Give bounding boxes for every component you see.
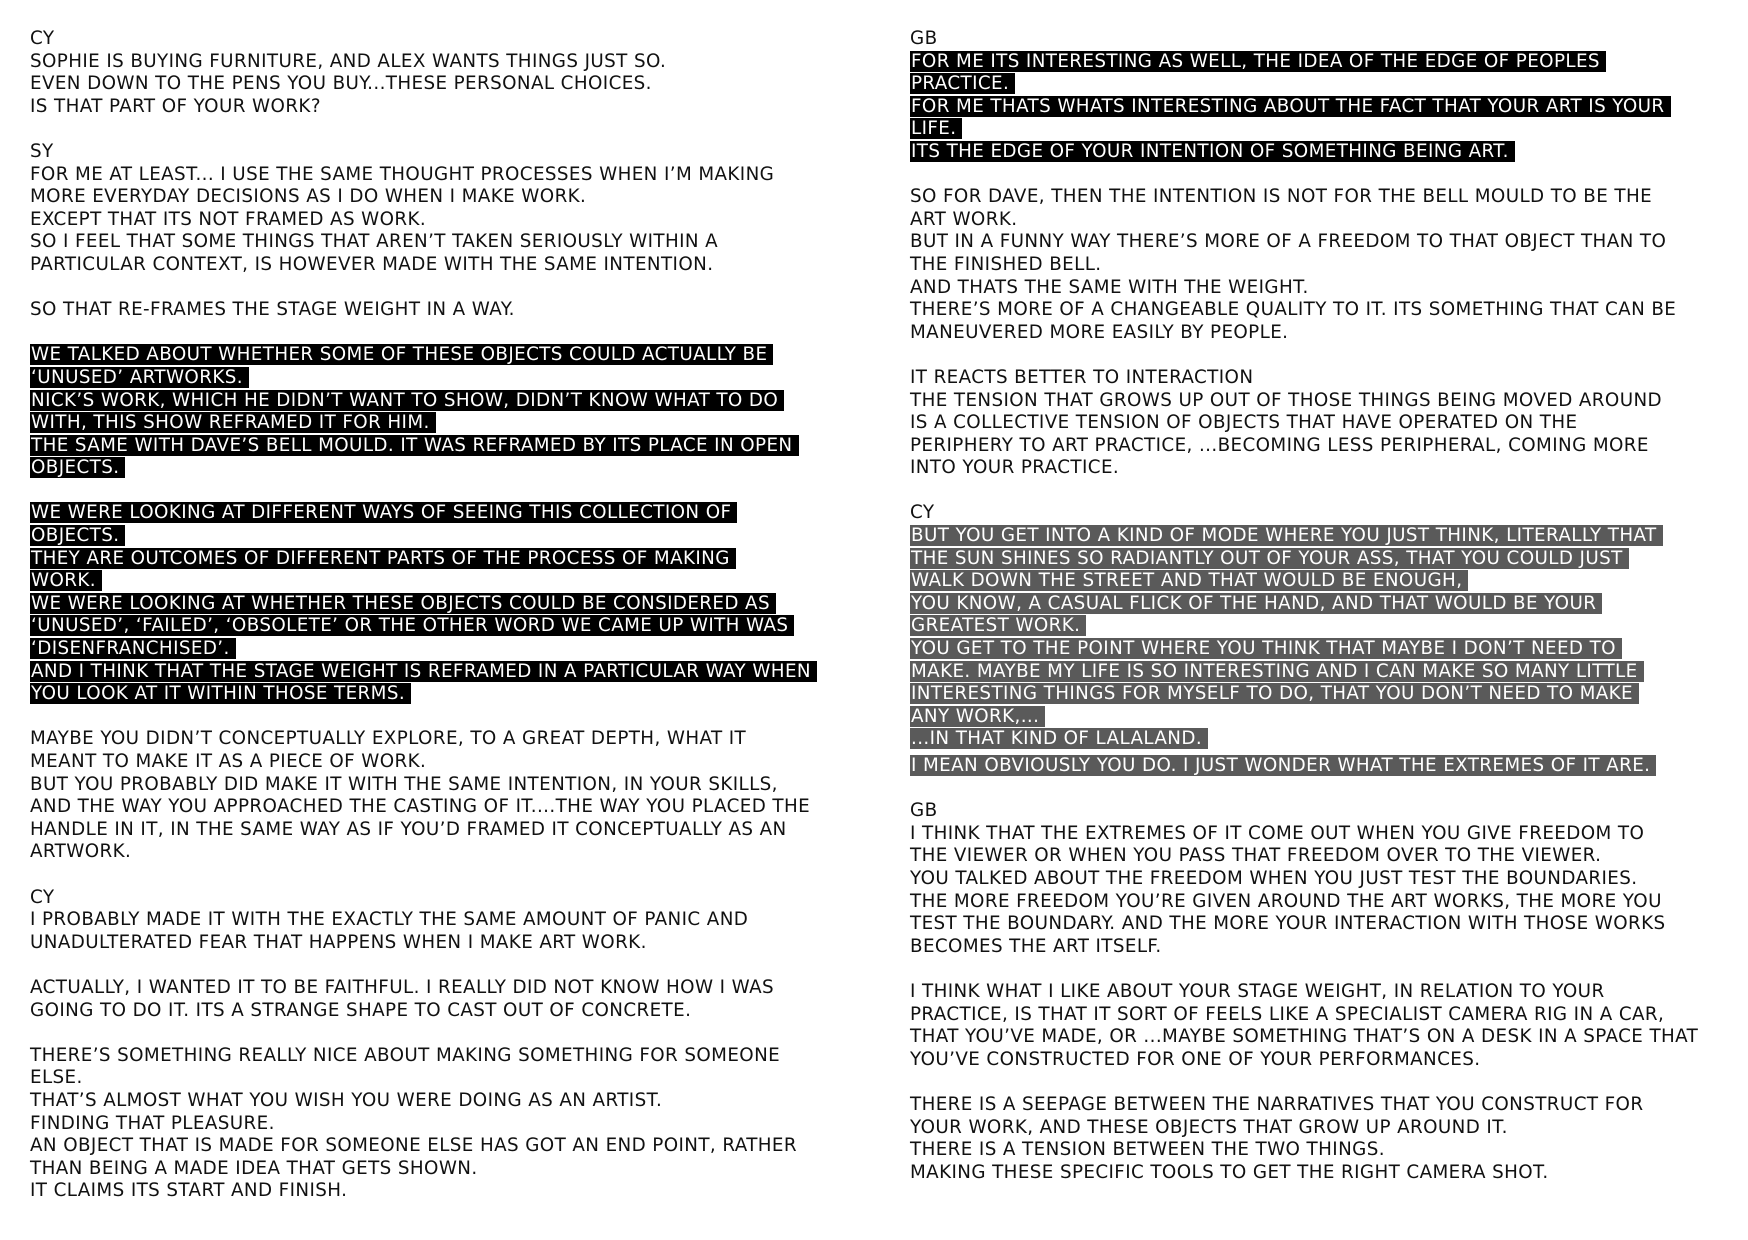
text-line: SO THAT RE-FRAMES THE STAGE WEIGHT IN A WAY. <box>30 299 515 321</box>
text-line <box>30 390 860 413</box>
highlighted-text: WE WERE LOOKING AT WHETHER THESE OBJECTS COULD BE CONSIDERED AS <box>30 593 776 614</box>
grey-highlighted-text: BUT YOU GET INTO A KIND OF MODE WHERE YOU JUST THINK, LITERALLY THAT <box>910 525 1663 546</box>
highlighted-text: LIFE. <box>910 118 962 139</box>
text-line: THERE IS A SEEPAGE BETWEEN THE NARRATIVES THAT YOU CONSTRUCT FOR <box>910 1093 1644 1115</box>
text-line: MAYBE YOU DIDN’T CONCEPTUALLY EXPLORE, TO A GREAT DEPTH, WHAT IT <box>30 728 747 750</box>
highlighted-text: AND I THINK THAT THE STAGE WEIGHT IS REFRAMED IN A PARTICULAR WAY WHEN <box>30 661 817 682</box>
grey-highlighted-text: YOU KNOW, A CASUAL FLICK OF THE HAND, AND THAT WOULD BE YOUR <box>910 593 1602 614</box>
text-line: ELSE. <box>30 1067 83 1089</box>
text-line: THE TENSION THAT GROWS UP OUT OF THOSE THINGS BEING MOVED AROUND <box>910 389 1663 411</box>
highlighted-text: WE TALKED ABOUT WHETHER SOME OF THESE OBJECTS COULD ACTUALLY BE <box>30 344 773 365</box>
speaker-label: SY <box>30 140 54 162</box>
text-line <box>30 367 860 390</box>
highlighted-text: ‘DISENFRANCHISED’. <box>30 638 236 659</box>
speaker-label: GB <box>910 800 938 822</box>
text-line: MORE EVERYDAY DECISIONS AS I DO WHEN I MAKE WORK. <box>30 186 587 208</box>
speaker-label: CY <box>910 502 935 524</box>
text-line <box>910 706 1740 729</box>
text-line <box>30 683 860 706</box>
text-line: AND THE WAY YOU APPROACHED THE CASTING OF IT....THE WAY YOU PLACED THE <box>30 796 811 818</box>
highlighted-text: WORK. <box>30 570 102 591</box>
text-line: I THINK THAT THE EXTREMES OF IT COME OUT WHEN YOU GIVE FREEDOM TO <box>910 822 1645 844</box>
grey-highlighted-text: ...IN THAT KIND OF LALALAND. <box>910 728 1208 749</box>
grey-highlighted-text: THE SUN SHINES SO RADIANTLY OUT OF YOUR ASS, THAT YOU COULD JUST <box>910 548 1629 569</box>
speaker-label: GB <box>910 28 938 49</box>
right-text-column <box>910 28 1740 1184</box>
text-line <box>910 51 1740 74</box>
text-line: EVEN DOWN TO THE PENS YOU BUY...THESE PERSONAL CHOICES. <box>30 73 652 95</box>
text-line: SO FOR DAVE, THEN THE INTENTION IS NOT FOR THE BELL MOULD TO BE THE <box>910 186 1653 208</box>
text-block <box>30 299 860 322</box>
text-line <box>910 525 1740 548</box>
text-line <box>910 638 1740 661</box>
text-line <box>910 593 1740 616</box>
text-block <box>30 28 860 118</box>
text-block <box>910 186 1740 344</box>
text-line: ACTUALLY, I WANTED IT TO BE FAITHFUL. I REALLY DID NOT KNOW HOW I WAS <box>30 976 775 998</box>
right-page <box>874 0 1748 1240</box>
text-line: YOU’VE CONSTRUCTED FOR ONE OF YOUR PERFORMANCES. <box>910 1048 1481 1070</box>
text-line <box>30 502 860 525</box>
text-block <box>910 367 1740 480</box>
text-line: MANEUVERED MORE EASILY BY PEOPLE. <box>910 321 1289 343</box>
text-line: PERIPHERY TO ART PRACTICE, ...BECOMING LESS PERIPHERAL, COMING MORE <box>910 434 1649 456</box>
text-line: THERE’S SOMETHING REALLY NICE ABOUT MAKING SOMETHING FOR SOMEONE <box>30 1044 781 1066</box>
text-line: UNADULTERATED FEAR THAT HAPPENS WHEN I MAKE ART WORK. <box>30 931 647 953</box>
text-line: EXCEPT THAT ITS NOT FRAMED AS WORK. <box>30 208 427 230</box>
highlighted-text: ‘UNUSED’ ARTWORKS. <box>30 367 249 388</box>
grey-highlighted-text: YOU GET TO THE POINT WHERE YOU THINK THAT MAYBE I DON’T NEED TO <box>910 638 1622 659</box>
speaker-label: CY <box>30 886 55 908</box>
highlighted-text: THEY ARE OUTCOMES OF DIFFERENT PARTS OF THE PROCESS OF MAKING <box>30 548 736 569</box>
highlighted-text: YOU LOOK AT IT WITHIN THOSE TERMS. <box>30 683 411 704</box>
text-line: YOU TALKED ABOUT THE FREEDOM WHEN YOU JUST TEST THE BOUNDARIES. <box>910 867 1638 889</box>
text-line <box>30 661 860 684</box>
highlighted-text: WE WERE LOOKING AT DIFFERENT WAYS OF SEEING THIS COLLECTION OF <box>30 502 737 523</box>
speaker-label: CY <box>30 28 55 49</box>
text-line: BUT YOU PROBABLY DID MAKE IT WITH THE SAME INTENTION, IN YOUR SKILLS, <box>30 773 778 795</box>
text-block <box>30 977 860 1022</box>
grey-highlighted-text: ANY WORK,... <box>910 706 1045 727</box>
text-line: PRACTICE, IS THAT IT SORT OF FEELS LIKE A SPECIALIST CAMERA RIG IN A CAR, <box>910 1003 1665 1025</box>
text-line <box>30 412 860 435</box>
text-line <box>910 548 1740 571</box>
text-line <box>910 755 1740 778</box>
text-block <box>910 502 1740 777</box>
text-line: BECOMES THE ART ITSELF. <box>910 935 1162 957</box>
text-line: SOPHIE IS BUYING FURNITURE, AND ALEX WANTS THINGS JUST SO. <box>30 50 667 72</box>
text-line: YOUR WORK, AND THESE OBJECTS THAT GROW UP AROUND IT. <box>910 1116 1508 1138</box>
text-line: ARTWORK. <box>30 841 132 863</box>
text-line: THERE’S MORE OF A CHANGEABLE QUALITY TO IT. ITS SOMETHING THAT CAN BE <box>910 299 1677 321</box>
text-line: THE MORE FREEDOM YOU’RE GIVEN AROUND THE ART WORKS, THE MORE YOU <box>910 890 1662 912</box>
text-line: IS A COLLECTIVE TENSION OF OBJECTS THAT HAVE OPERATED ON THE <box>910 412 1578 434</box>
text-line: FINDING THAT PLEASURE. <box>30 1112 275 1134</box>
text-line: THERE IS A TENSION BETWEEN THE TWO THINGS. <box>910 1139 1385 1161</box>
text-line <box>30 615 860 638</box>
text-line <box>30 570 860 593</box>
text-line: FOR ME AT LEAST... I USE THE SAME THOUGHT PROCESSES WHEN I’M MAKING <box>30 163 775 185</box>
highlighted-text: THE SAME WITH DAVE’S BELL MOULD. IT WAS REFRAMED BY ITS PLACE IN OPEN <box>30 435 799 456</box>
left-text-column <box>30 28 860 1203</box>
text-line <box>30 638 860 661</box>
highlighted-text: ‘UNUSED’, ‘FAILED’, ‘OBSOLETE’ OR THE OTHER WORD WE CAME UP WITH WAS <box>30 615 794 636</box>
text-line <box>30 435 860 458</box>
text-line <box>30 548 860 571</box>
text-line <box>30 344 860 367</box>
text-line: AND THATS THE SAME WITH THE WEIGHT. <box>910 276 1309 298</box>
text-line <box>910 570 1740 593</box>
text-line: I PROBABLY MADE IT WITH THE EXACTLY THE SAME AMOUNT OF PANIC AND <box>30 909 749 931</box>
text-line <box>910 728 1740 751</box>
text-line: PARTICULAR CONTEXT, IS HOWEVER MADE WITH THE SAME INTENTION. <box>30 253 714 275</box>
grey-highlighted-text: INTERESTING THINGS FOR MYSELF TO DO, THAT YOU DON’T NEED TO MAKE <box>910 683 1639 704</box>
text-block <box>30 344 860 480</box>
grey-highlighted-text: MAKE. MAYBE MY LIFE IS SO INTERESTING AND I CAN MAKE SO MANY LITTLE <box>910 661 1644 682</box>
text-line: ART WORK. <box>910 208 1018 230</box>
highlighted-text: ITS THE EDGE OF YOUR INTENTION OF SOMETHING BEING ART. <box>910 141 1515 162</box>
text-line <box>910 683 1740 706</box>
text-line <box>910 118 1740 141</box>
text-line: MAKING THESE SPECIFIC TOOLS TO GET THE RIGHT CAMERA SHOT. <box>910 1161 1549 1183</box>
text-line: THAT YOU’VE MADE, OR ...MAYBE SOMETHING THAT’S ON A DESK IN A SPACE THAT <box>910 1026 1699 1048</box>
text-line: INTO YOUR PRACTICE. <box>910 457 1120 479</box>
highlighted-text: FOR ME THATS WHATS INTERESTING ABOUT THE FACT THAT YOUR ART IS YOUR <box>910 96 1671 117</box>
text-block <box>910 981 1740 1071</box>
text-line <box>30 525 860 548</box>
highlighted-text: OBJECTS. <box>30 457 125 478</box>
text-block <box>910 28 1740 164</box>
highlighted-text: WITH, THIS SHOW REFRAMED IT FOR HIM. <box>30 412 436 433</box>
text-line: SO I FEEL THAT SOME THINGS THAT AREN’T TAKEN SERIOUSLY WITHIN A <box>30 231 719 253</box>
text-line: THE FINISHED BELL. <box>910 253 1102 275</box>
text-line <box>910 96 1740 119</box>
text-line: HANDLE IN IT, IN THE SAME WAY AS IF YOU’D FRAMED IT CONCEPTUALLY AS AN <box>30 818 787 840</box>
text-line: MEANT TO MAKE IT AS A PIECE OF WORK. <box>30 751 427 772</box>
grey-highlighted-text: GREATEST WORK. <box>910 615 1086 636</box>
text-block <box>30 141 860 277</box>
text-line: THAT’S ALMOST WHAT YOU WISH YOU WERE DOING AS AN ARTIST. <box>30 1089 663 1111</box>
grey-highlighted-text: WALK DOWN THE STREET AND THAT WOULD BE ENOUGH, <box>910 570 1468 591</box>
text-line <box>910 141 1740 164</box>
text-line: THAN BEING A MADE IDEA THAT GETS SHOWN. <box>30 1157 478 1179</box>
text-line <box>910 73 1740 96</box>
text-block <box>30 1045 860 1203</box>
highlighted-text: PRACTICE. <box>910 73 1015 94</box>
text-line: GOING TO DO IT. ITS A STRANGE SHAPE TO CAST OUT OF CONCRETE. <box>30 999 692 1021</box>
text-line: I THINK WHAT I LIKE ABOUT YOUR STAGE WEIGHT, IN RELATION TO YOUR <box>910 980 1605 1002</box>
text-line <box>30 457 860 480</box>
highlighted-text: OBJECTS. <box>30 525 125 546</box>
text-line: TEST THE BOUNDARY. AND THE MORE YOUR INTERACTION WITH THOSE WORKS <box>910 913 1666 935</box>
text-line <box>30 593 860 616</box>
text-line: IS THAT PART OF YOUR WORK? <box>30 95 321 117</box>
grey-highlighted-text: I MEAN OBVIOUSLY YOU DO. I JUST WONDER WHAT THE EXTREMES OF IT ARE. <box>910 755 1656 776</box>
text-line: THE VIEWER OR WHEN YOU PASS THAT FREEDOM OVER TO THE VIEWER. <box>910 845 1602 867</box>
text-line: AN OBJECT THAT IS MADE FOR SOMEONE ELSE HAS GOT AN END POINT, RATHER <box>30 1135 797 1157</box>
highlighted-text: NICK’S WORK, WHICH HE DIDN’T WANT TO SHOW, DIDN’T KNOW WHAT TO DO <box>30 390 784 411</box>
text-block <box>30 502 860 705</box>
text-line: IT REACTS BETTER TO INTERACTION <box>910 366 1254 388</box>
text-block <box>30 887 860 955</box>
text-line <box>910 661 1740 684</box>
text-block <box>910 1094 1740 1184</box>
text-block <box>30 728 860 864</box>
text-line: IT CLAIMS ITS START AND FINISH. <box>30 1180 348 1202</box>
text-line <box>910 615 1740 638</box>
text-block <box>910 800 1740 958</box>
highlighted-text: FOR ME ITS INTERESTING AS WELL, THE IDEA OF THE EDGE OF PEOPLES <box>910 51 1606 72</box>
text-line: BUT IN A FUNNY WAY THERE’S MORE OF A FREEDOM TO THAT OBJECT THAN TO <box>910 231 1667 253</box>
